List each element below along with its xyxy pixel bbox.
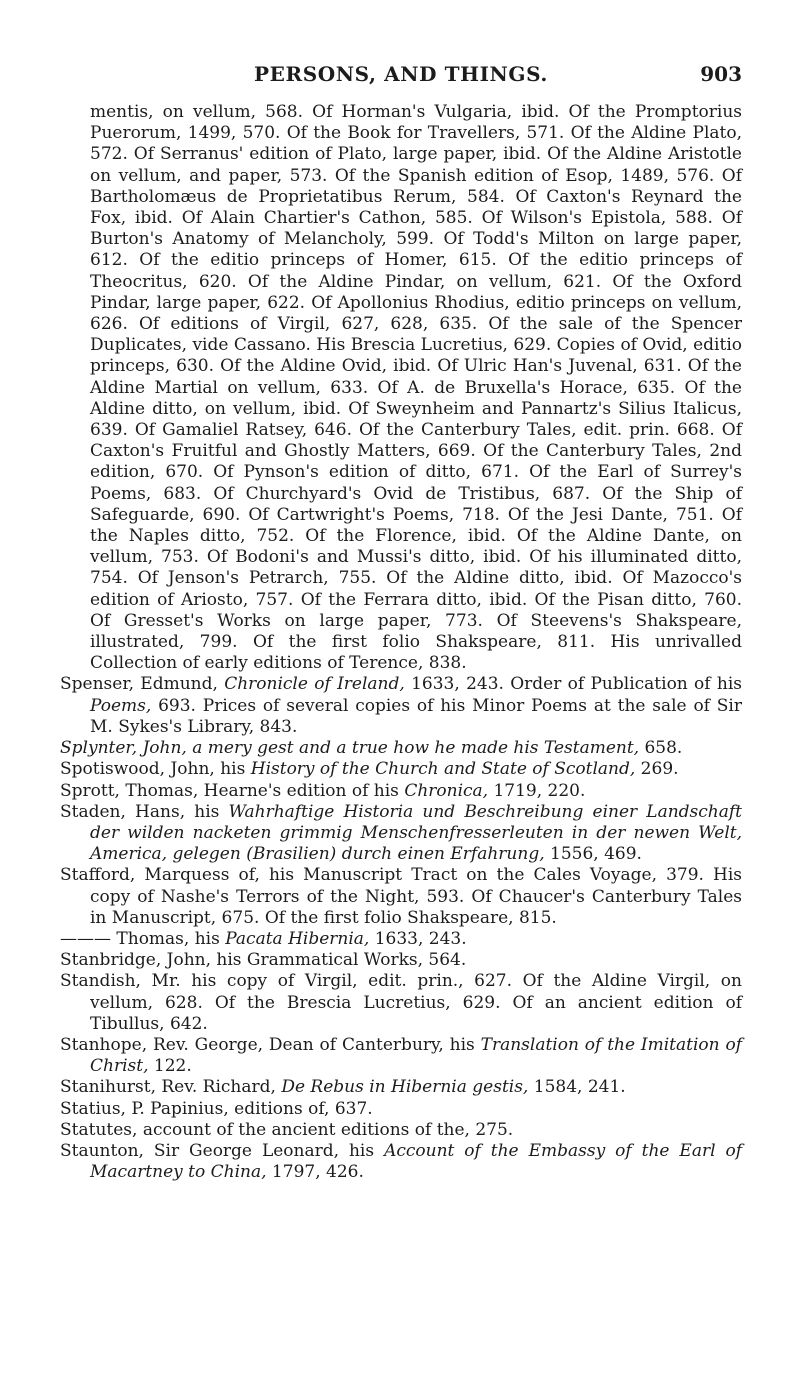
- entry-text: Statius, P. Papinius, editions of, 637.: [60, 1098, 373, 1119]
- entry-text: ——— Thomas, his: [60, 928, 226, 949]
- entry-title-text: De Rebus in Hibernia gestis,: [281, 1077, 529, 1098]
- index-entry: [60, 759, 742, 780]
- index-entry: [60, 1141, 742, 1183]
- index-entry: [60, 1120, 742, 1141]
- entry-title-text: Poems,: [90, 695, 152, 716]
- entry-text: Stanhope, Rev. George, Dean of Canterbury, his: [60, 1034, 481, 1055]
- entry-title-text: Chronicle of Ireland,: [224, 674, 405, 695]
- entry-title-text: Wahrhaftige Historia und Beschreibung einer Landschaft der wilden nacketen grimmig Menschenfresserleuten in der newen Welt, America, gelegen (Brasilien) durch einen Erfahrung,: [90, 801, 742, 865]
- page-header: [60, 62, 742, 92]
- entry-text: 269.: [635, 759, 679, 780]
- entry-text: 658.: [639, 738, 683, 759]
- entry-text: 1633, 243. Order of Publication of his: [404, 674, 742, 695]
- page-number: 903: [700, 62, 742, 86]
- entry-text: 1797, 426.: [266, 1162, 364, 1183]
- entry-text: Spotiswood, John, his: [60, 759, 251, 780]
- entry-text: Stanbridge, John, his Grammatical Works, 564.: [60, 950, 467, 971]
- entry-text: 122.: [148, 1056, 192, 1077]
- entry-title-text: Account of the Embassy of the Earl of Macartney to China,: [90, 1140, 742, 1183]
- entry-text: Staunton, Sir George Leonard, his: [60, 1140, 385, 1161]
- running-title: PERSONS, AND THINGS.: [253, 62, 548, 86]
- entry-text: Staden, Hans, his: [60, 801, 229, 822]
- entry-title-text: Splynter, John, a mery gest and a true how he made his Testament,: [60, 738, 640, 759]
- index-entry: [60, 1077, 742, 1098]
- index-body: [60, 102, 742, 1183]
- entry-text: Spenser, Edmund,: [60, 674, 225, 695]
- entry-title-text: Translation of the Imitation of Christ,: [90, 1034, 742, 1077]
- index-entry: [60, 929, 742, 950]
- index-entry: [60, 1099, 742, 1120]
- index-entry: [60, 950, 742, 971]
- entry-text: Sprott, Thomas, Hearne's edition of his: [60, 780, 405, 801]
- entry-text: Stanihurst, Rev. Richard,: [60, 1077, 282, 1098]
- index-entry: [60, 781, 742, 802]
- entry-text: Stafford, Marquess of, his Manuscript Tract on the Cales Voyage, 379. His copy of Nashe's Terrors of the Night, 593. Of Chaucer's Canterbury Tales in Manuscript, 675. Of the first folio Shakspeare, 815.: [60, 865, 742, 928]
- index-entry: [60, 1035, 742, 1077]
- index-entry-continuation: [60, 102, 742, 674]
- entry-text: 1633, 243.: [369, 928, 467, 949]
- entry-text: 1556, 469.: [544, 844, 642, 865]
- index-entry: [60, 738, 742, 759]
- index-entry: [60, 802, 742, 866]
- entry-title-text: Pacata Hibernia,: [225, 928, 370, 949]
- index-entry: [60, 971, 742, 1035]
- entry-title-text: Chronica,: [404, 780, 489, 801]
- index-entry: [60, 865, 742, 929]
- entry-text: 693. Prices of several copies of his Minor Poems at the sale of Sir M. Sykes's Library, 843.: [90, 695, 742, 737]
- entry-text: mentis, on vellum, 568. Of Horman's Vulgaria, ibid. Of the Promptorius Puerorum, 1499, 570. Of the Book for Travellers, 571. Of the Aldine Plato, 572. Of Serranus' edition of Plato, large paper, ibid. Of the Aldine Aristotle on vellum, and paper, 573. Of the Spanish edition of Esop, 1489, 576. Of Bartholomæus de Proprietatibus Rerum, 584. Of Caxton's Reynard the Fox, ibid. Of Alain Chartier's Cathon, 585. Of Wilson's Epistola, 588. Of Burton's Anatomy of Melancholy, 599. Of Todd's Milton on large paper, 612. Of the editio princeps of Homer, 615. Of the editio princeps of Theocritus, 620. Of the Aldine Pindar, on vellum, 621. Of the Oxford Pindar, large paper, 622. Of Apollonius Rhodius, editio princeps on vellum, 626. Of editions of Virgil, 627, 628, 635. Of the sale of the Spencer Duplicates, vide Cassano. His Brescia Lucretius, 629. Copies of Ovid, editio princeps, 630. Of the Aldine Ovid, ibid. Of Ulric Han's Juvenal, 631. Of the Aldine Martial on vellum, 633. Of A. de Bruxella's Horace, 635. Of the Aldine ditto, on vellum, ibid. Of Sweynheim and Pannartz's Silius Italicus, 639. Of Gamaliel Ratsey, 646. Of the Canterbury Tales, edit. prin. 668. Of Caxton's Fruitful and Ghostly Matters, 669. Of the Canterbury Tales, 2nd edition, 670. Of Pynson's edition of ditto, 671. Of the Earl of Surrey's Poems, 683. Of Churchyard's Ovid de Tristibus, 687. Of the Ship of Safeguarde, 690. Of Cartwright's Poems, 718. Of the Jesi Dante, 751. Of the Naples ditto, 752. Of the Florence, ibid. Of the Aldine Dante, on vellum, 753. Of Bodoni's and Mussi's ditto, ibid. Of his illuminated ditto, 754. Of Jenson's Petrarch, 755. Of the Aldine ditto, ibid. Of Mazocco's edition of Ariosto, 757. Of the Ferrara ditto, ibid. Of the Pisan ditto, 760. Of Gresset's Works on large paper, 773. Of Steevens's Shakspeare, illustrated, 799. Of the first folio Shakspeare, 811. His unrivalled Collection of early editions of Terence, 838.: [90, 102, 742, 674]
- entry-text: Standish, Mr. his copy of Virgil, edit. prin., 627. Of the Aldine Virgil, on vellum, 628. Of the Brescia Lucretius, 629. Of an ancient edition of Tibullus, 642.: [60, 971, 742, 1034]
- entry-text: Statutes, account of the ancient editions of the, 275.: [60, 1119, 514, 1140]
- index-entry: [60, 674, 742, 738]
- entry-text: 1584, 241.: [528, 1077, 626, 1098]
- entry-text: 1719, 220.: [488, 780, 586, 801]
- entry-title-text: History of the Church and State of Scotland,: [250, 759, 636, 780]
